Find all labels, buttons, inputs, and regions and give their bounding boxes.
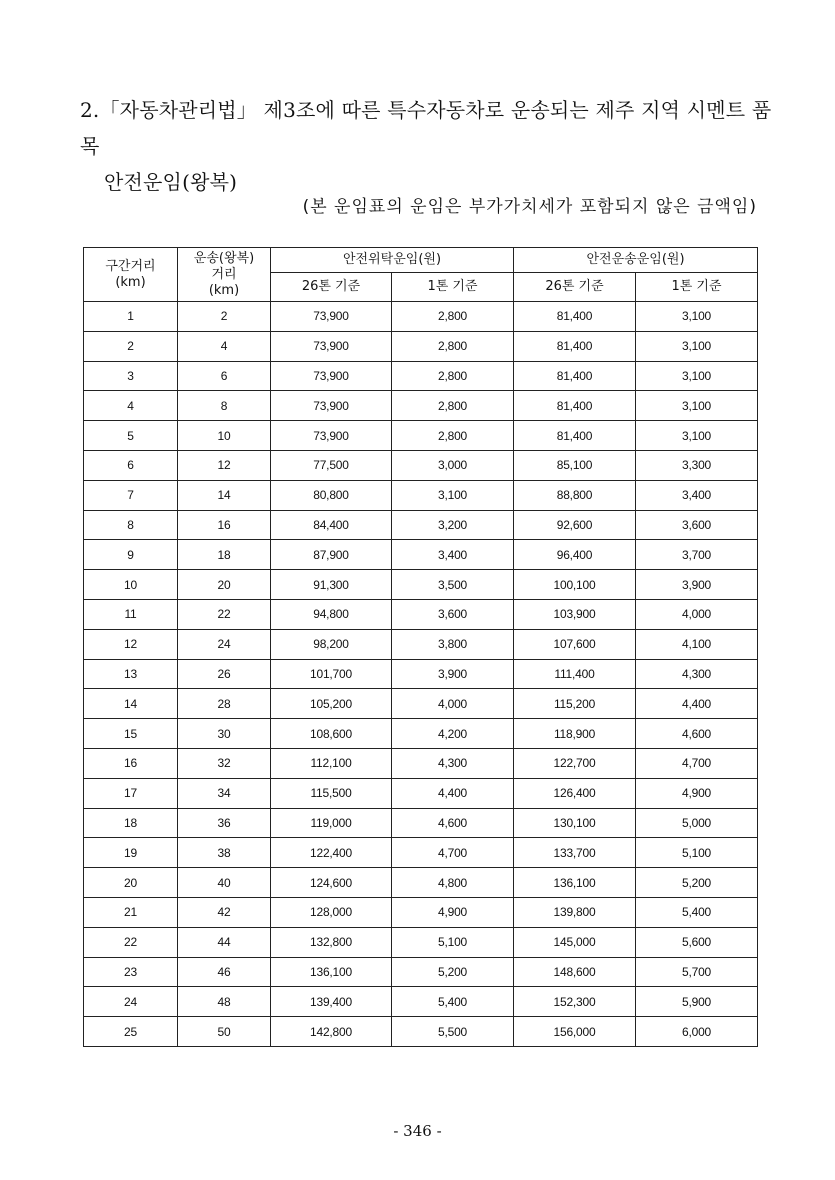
cell-transport-1t: 5,600 xyxy=(636,927,758,957)
cell-consign-26t: 115,500 xyxy=(271,778,392,808)
cell-consign-1t: 4,700 xyxy=(392,838,514,868)
cell-transport-26t: 136,100 xyxy=(514,868,636,898)
header-section-distance-label: 구간거리 xyxy=(105,258,156,274)
table-row xyxy=(84,629,758,659)
cell-transport-1t: 6,000 xyxy=(636,1017,758,1047)
cell-transport-1t: 4,400 xyxy=(636,689,758,719)
cell-consign-1t: 3,100 xyxy=(392,480,514,510)
header-consign-26t: 26톤 기준 xyxy=(271,273,392,302)
cell-transport-26t: 133,700 xyxy=(514,838,636,868)
table-row xyxy=(84,927,758,957)
cell-transport-1t: 3,300 xyxy=(636,450,758,480)
cell-transport-km: 24 xyxy=(178,629,271,659)
table-row xyxy=(84,808,758,838)
cell-section-km: 15 xyxy=(84,719,178,749)
cell-consign-1t: 3,600 xyxy=(392,599,514,629)
cell-section-km: 11 xyxy=(84,599,178,629)
cell-section-km: 16 xyxy=(84,748,178,778)
cell-consign-26t: 142,800 xyxy=(271,1017,392,1047)
cell-transport-km: 18 xyxy=(178,540,271,570)
cell-consign-1t: 3,800 xyxy=(392,629,514,659)
cell-consign-1t: 3,400 xyxy=(392,540,514,570)
cell-consign-26t: 132,800 xyxy=(271,927,392,957)
cell-consign-1t: 5,500 xyxy=(392,1017,514,1047)
header-group-transport: 안전운송운임(원) xyxy=(514,248,758,273)
table-row xyxy=(84,838,758,868)
cell-consign-1t: 4,600 xyxy=(392,808,514,838)
cell-section-km: 24 xyxy=(84,987,178,1017)
cell-section-km: 3 xyxy=(84,361,178,391)
cell-consign-26t: 87,900 xyxy=(271,540,392,570)
cell-consign-26t: 105,200 xyxy=(271,689,392,719)
cell-transport-1t: 3,900 xyxy=(636,570,758,600)
table-row xyxy=(84,987,758,1017)
cell-transport-km: 8 xyxy=(178,391,271,421)
page-number: - 346 - xyxy=(393,1122,442,1140)
cell-consign-26t: 108,600 xyxy=(271,719,392,749)
cell-transport-1t: 5,200 xyxy=(636,868,758,898)
header-consign-1t: 1톤 기준 xyxy=(392,273,514,302)
cell-consign-26t: 112,100 xyxy=(271,748,392,778)
cell-consign-1t: 2,800 xyxy=(392,361,514,391)
cell-transport-km: 14 xyxy=(178,480,271,510)
cell-consign-1t: 2,800 xyxy=(392,331,514,361)
table-row xyxy=(84,897,758,927)
table-row xyxy=(84,719,758,749)
cell-consign-26t: 91,300 xyxy=(271,570,392,600)
cell-transport-26t: 81,400 xyxy=(514,302,636,332)
table-row xyxy=(84,480,758,510)
cell-consign-1t: 4,000 xyxy=(392,689,514,719)
section-heading-line2: 안전운임(왕복) xyxy=(104,170,238,194)
cell-transport-26t: 100,100 xyxy=(514,570,636,600)
table-row xyxy=(84,748,758,778)
cell-transport-26t: 107,600 xyxy=(514,629,636,659)
header-transport-distance-unit: (km) xyxy=(208,282,240,298)
table-row xyxy=(84,778,758,808)
cell-section-km: 22 xyxy=(84,927,178,957)
header-transport-1t: 1톤 기준 xyxy=(636,273,758,302)
cell-transport-km: 50 xyxy=(178,1017,271,1047)
cell-transport-1t: 4,300 xyxy=(636,659,758,689)
cell-consign-1t: 3,200 xyxy=(392,510,514,540)
cell-transport-km: 42 xyxy=(178,897,271,927)
cell-transport-km: 6 xyxy=(178,361,271,391)
table-row xyxy=(84,1017,758,1047)
cell-section-km: 8 xyxy=(84,510,178,540)
header-group-consign: 안전위탁운임(원) xyxy=(271,248,514,273)
table-row xyxy=(84,331,758,361)
cell-transport-1t: 4,000 xyxy=(636,599,758,629)
cell-consign-1t: 2,800 xyxy=(392,302,514,332)
cell-transport-1t: 3,100 xyxy=(636,331,758,361)
cell-section-km: 20 xyxy=(84,868,178,898)
cell-transport-1t: 4,600 xyxy=(636,719,758,749)
table-row xyxy=(84,659,758,689)
table-row xyxy=(84,540,758,570)
cell-consign-1t: 4,200 xyxy=(392,719,514,749)
cell-transport-km: 34 xyxy=(178,778,271,808)
table-row xyxy=(84,689,758,719)
table-row xyxy=(84,510,758,540)
cell-section-km: 5 xyxy=(84,421,178,451)
cell-section-km: 10 xyxy=(84,570,178,600)
cell-consign-26t: 84,400 xyxy=(271,510,392,540)
cell-consign-26t: 73,900 xyxy=(271,331,392,361)
cell-consign-26t: 139,400 xyxy=(271,987,392,1017)
cell-transport-1t: 4,900 xyxy=(636,778,758,808)
cell-consign-26t: 128,000 xyxy=(271,897,392,927)
table-row xyxy=(84,302,758,332)
cell-section-km: 7 xyxy=(84,480,178,510)
cell-consign-1t: 2,800 xyxy=(392,421,514,451)
cell-transport-1t: 5,000 xyxy=(636,808,758,838)
vat-note: (본 운임표의 운임은 부가가치세가 포함되지 않은 금액임) xyxy=(302,197,757,217)
cell-transport-1t: 4,700 xyxy=(636,748,758,778)
cell-transport-km: 10 xyxy=(178,421,271,451)
cell-consign-26t: 73,900 xyxy=(271,361,392,391)
cell-transport-km: 36 xyxy=(178,808,271,838)
cell-transport-26t: 81,400 xyxy=(514,391,636,421)
cell-transport-km: 26 xyxy=(178,659,271,689)
cell-consign-26t: 77,500 xyxy=(271,450,392,480)
cell-consign-26t: 101,700 xyxy=(271,659,392,689)
cell-transport-26t: 81,400 xyxy=(514,361,636,391)
cell-transport-1t: 3,100 xyxy=(636,391,758,421)
cell-transport-km: 16 xyxy=(178,510,271,540)
cell-consign-26t: 73,900 xyxy=(271,302,392,332)
cell-transport-1t: 5,400 xyxy=(636,897,758,927)
cell-section-km: 2 xyxy=(84,331,178,361)
cell-consign-1t: 5,200 xyxy=(392,957,514,987)
cell-transport-1t: 3,100 xyxy=(636,302,758,332)
cell-transport-1t: 3,100 xyxy=(636,421,758,451)
cell-transport-26t: 85,100 xyxy=(514,450,636,480)
cell-transport-26t: 81,400 xyxy=(514,421,636,451)
header-section-distance-unit: (km) xyxy=(115,274,146,290)
cell-consign-1t: 3,000 xyxy=(392,450,514,480)
header-transport-distance-label-1: 운송(왕복) xyxy=(193,250,255,266)
cell-transport-26t: 148,600 xyxy=(514,957,636,987)
cell-section-km: 25 xyxy=(84,1017,178,1047)
table-row xyxy=(84,957,758,987)
header-transport-distance xyxy=(178,248,271,302)
cell-consign-1t: 4,800 xyxy=(392,868,514,898)
section-heading xyxy=(80,92,780,200)
cell-consign-1t: 4,400 xyxy=(392,778,514,808)
table-row xyxy=(84,599,758,629)
cell-transport-26t: 96,400 xyxy=(514,540,636,570)
header-section-distance xyxy=(84,248,178,302)
cell-transport-km: 46 xyxy=(178,957,271,987)
rate-table-body xyxy=(84,302,758,1047)
cell-transport-26t: 139,800 xyxy=(514,897,636,927)
cell-consign-1t: 5,400 xyxy=(392,987,514,1017)
cell-consign-1t: 2,800 xyxy=(392,391,514,421)
cell-section-km: 18 xyxy=(84,808,178,838)
cell-transport-1t: 5,900 xyxy=(636,987,758,1017)
section-heading-line1: 2.「자동차관리법」 제3조에 따른 특수자동차로 운송되는 제주 지역 시멘트 품목 xyxy=(80,98,772,158)
cell-transport-26t: 152,300 xyxy=(514,987,636,1017)
cell-transport-km: 2 xyxy=(178,302,271,332)
cell-consign-1t: 4,900 xyxy=(392,897,514,927)
cell-transport-26t: 115,200 xyxy=(514,689,636,719)
cell-transport-26t: 103,900 xyxy=(514,599,636,629)
cell-transport-1t: 4,100 xyxy=(636,629,758,659)
cell-consign-26t: 73,900 xyxy=(271,391,392,421)
cell-section-km: 17 xyxy=(84,778,178,808)
cell-consign-1t: 3,500 xyxy=(392,570,514,600)
cell-consign-1t: 4,300 xyxy=(392,748,514,778)
table-row xyxy=(84,570,758,600)
cell-consign-26t: 119,000 xyxy=(271,808,392,838)
cell-transport-26t: 111,400 xyxy=(514,659,636,689)
cell-section-km: 9 xyxy=(84,540,178,570)
cell-transport-km: 40 xyxy=(178,868,271,898)
cell-transport-26t: 118,900 xyxy=(514,719,636,749)
cell-transport-km: 22 xyxy=(178,599,271,629)
cell-transport-26t: 130,100 xyxy=(514,808,636,838)
cell-section-km: 6 xyxy=(84,450,178,480)
cell-transport-km: 12 xyxy=(178,450,271,480)
cell-consign-26t: 136,100 xyxy=(271,957,392,987)
header-transport-26t: 26톤 기준 xyxy=(514,273,636,302)
cell-consign-26t: 124,600 xyxy=(271,868,392,898)
cell-transport-26t: 156,000 xyxy=(514,1017,636,1047)
rate-table xyxy=(83,247,758,1047)
cell-transport-km: 30 xyxy=(178,719,271,749)
cell-transport-1t: 3,700 xyxy=(636,540,758,570)
cell-section-km: 1 xyxy=(84,302,178,332)
cell-consign-26t: 98,200 xyxy=(271,629,392,659)
cell-transport-km: 38 xyxy=(178,838,271,868)
cell-transport-km: 20 xyxy=(178,570,271,600)
cell-transport-26t: 92,600 xyxy=(514,510,636,540)
cell-section-km: 4 xyxy=(84,391,178,421)
cell-section-km: 23 xyxy=(84,957,178,987)
cell-consign-26t: 73,900 xyxy=(271,421,392,451)
table-row xyxy=(84,450,758,480)
cell-transport-26t: 122,700 xyxy=(514,748,636,778)
cell-consign-1t: 5,100 xyxy=(392,927,514,957)
header-transport-distance-label-2: 거리 xyxy=(211,266,237,282)
table-row xyxy=(84,868,758,898)
cell-transport-km: 44 xyxy=(178,927,271,957)
cell-transport-km: 4 xyxy=(178,331,271,361)
cell-transport-1t: 3,400 xyxy=(636,480,758,510)
cell-transport-26t: 88,800 xyxy=(514,480,636,510)
cell-consign-26t: 94,800 xyxy=(271,599,392,629)
cell-transport-km: 32 xyxy=(178,748,271,778)
table-row xyxy=(84,391,758,421)
cell-transport-26t: 145,000 xyxy=(514,927,636,957)
cell-transport-1t: 3,600 xyxy=(636,510,758,540)
table-row xyxy=(84,421,758,451)
cell-section-km: 13 xyxy=(84,659,178,689)
cell-transport-26t: 126,400 xyxy=(514,778,636,808)
cell-transport-km: 28 xyxy=(178,689,271,719)
cell-section-km: 14 xyxy=(84,689,178,719)
cell-transport-km: 48 xyxy=(178,987,271,1017)
cell-transport-1t: 5,100 xyxy=(636,838,758,868)
cell-section-km: 19 xyxy=(84,838,178,868)
cell-transport-26t: 81,400 xyxy=(514,331,636,361)
cell-consign-1t: 3,900 xyxy=(392,659,514,689)
cell-consign-26t: 80,800 xyxy=(271,480,392,510)
cell-section-km: 12 xyxy=(84,629,178,659)
table-row xyxy=(84,361,758,391)
cell-transport-1t: 3,100 xyxy=(636,361,758,391)
cell-transport-1t: 5,700 xyxy=(636,957,758,987)
cell-section-km: 21 xyxy=(84,897,178,927)
cell-consign-26t: 122,400 xyxy=(271,838,392,868)
